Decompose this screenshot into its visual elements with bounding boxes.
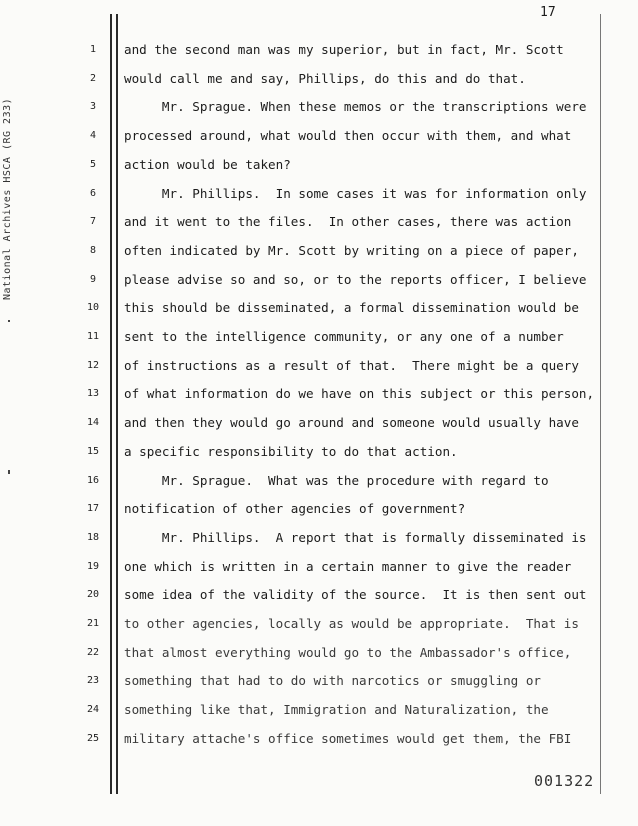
line-number: 5 — [89, 158, 97, 170]
line-text: a specific responsibility to do that action. — [124, 443, 458, 459]
line-number: 25 — [86, 732, 100, 744]
line-text: something that had to do with narcotics or smuggling or — [124, 673, 542, 689]
transcript-line — [0, 495, 638, 523]
transcript-line — [0, 65, 638, 93]
line-text: this should be disseminated, a formal dissemination would be — [124, 300, 579, 316]
line-number: 8 — [89, 244, 97, 256]
line-text: Mr. Phillips. A report that is formally disseminated is — [124, 529, 587, 545]
transcript-line — [0, 122, 638, 150]
line-text: and the second man was my superior, but in fact, Mr. Scott — [124, 42, 564, 57]
line-number: 11 — [86, 331, 100, 342]
line-text: please advise so and so, or to the reports officer, I believe — [124, 271, 587, 287]
line-number: 13 — [86, 388, 100, 400]
transcript-line — [0, 93, 638, 121]
transcript-line — [0, 639, 638, 667]
transcript-line — [0, 208, 638, 236]
line-text: one which is written in a certain manner to give the reader — [124, 558, 572, 574]
line-number: 20 — [86, 589, 100, 601]
line-text: some idea of the validity of the source. It is then sent out — [124, 587, 587, 603]
transcript-line — [0, 581, 638, 609]
line-number: 16 — [86, 474, 100, 486]
line-number: 17 — [86, 503, 100, 515]
line-number: 23 — [86, 675, 100, 687]
line-text: Mr. Phillips. In some cases it was for information only — [124, 185, 587, 201]
transcript-line — [0, 725, 638, 753]
line-text: of what information do we have on this subject or this person, — [124, 386, 595, 402]
transcript-line — [0, 352, 638, 380]
transcript-line — [0, 180, 638, 208]
line-text: Mr. Sprague. When these memos or the transcriptions were — [124, 99, 587, 115]
transcript-line — [0, 438, 638, 466]
line-text: Mr. Sprague. What was the procedure with regard to — [124, 472, 549, 488]
line-text: notification of other agencies of government? — [124, 501, 466, 517]
transcript-line — [0, 323, 638, 351]
transcript-line — [0, 696, 638, 724]
line-number: 15 — [86, 445, 100, 457]
transcript-line — [0, 610, 638, 638]
transcript-line — [0, 553, 638, 581]
line-number: 9 — [89, 273, 97, 285]
archive-stamp: National Archives HSCA (RG 233) — [2, 97, 13, 300]
transcript-line — [0, 524, 638, 552]
line-number: 14 — [86, 417, 100, 429]
line-number: 2 — [89, 72, 97, 84]
line-text: often indicated by Mr. Scott by writing on a piece of paper, — [124, 242, 579, 258]
line-number: 4 — [89, 130, 97, 142]
transcript-line — [0, 409, 638, 437]
line-number: 10 — [86, 302, 100, 314]
line-number: 19 — [86, 560, 100, 572]
line-text: processed around, what would then occur with them, and what — [124, 128, 572, 144]
line-number: 1 — [89, 44, 97, 55]
line-number: 12 — [86, 359, 100, 371]
line-number: 24 — [86, 704, 100, 716]
transcript-line — [0, 467, 638, 495]
document-id: 001322 — [534, 772, 595, 790]
line-text: sent to the intelligence community, or any one of a number — [124, 329, 564, 344]
transcript-line — [0, 237, 638, 265]
line-number: 6 — [89, 187, 97, 199]
line-number: 22 — [86, 646, 100, 658]
line-text: and it went to the files. In other cases, there was action — [124, 214, 572, 230]
line-text: action would be taken? — [124, 156, 291, 172]
transcript-line — [0, 36, 638, 64]
page-number: 17 — [540, 5, 556, 20]
line-text: of instructions as a result of that. There might be a query — [124, 357, 579, 373]
line-number: 7 — [89, 216, 97, 228]
transcript-line — [0, 294, 638, 322]
line-text: and then they would go around and someone would usually have — [124, 415, 579, 431]
transcript-line — [0, 266, 638, 294]
line-text: something like that, Immigration and Naturalization, the — [124, 702, 549, 718]
scan-speck — [8, 470, 10, 474]
transcript-line — [0, 151, 638, 179]
line-text: to other agencies, locally as would be appropriate. That is — [124, 616, 579, 631]
transcript-line — [0, 380, 638, 408]
line-text: that almost everything would go to the Ambassador's office, — [124, 644, 572, 660]
line-number: 3 — [89, 101, 97, 113]
line-number: 18 — [86, 531, 100, 543]
line-number: 21 — [86, 618, 100, 629]
scan-speck — [8, 320, 10, 322]
transcript-line — [0, 667, 638, 695]
line-text: would call me and say, Phillips, do this and do that. — [124, 70, 526, 86]
line-text: military attache's office sometimes would get them, the FBI — [124, 730, 572, 746]
